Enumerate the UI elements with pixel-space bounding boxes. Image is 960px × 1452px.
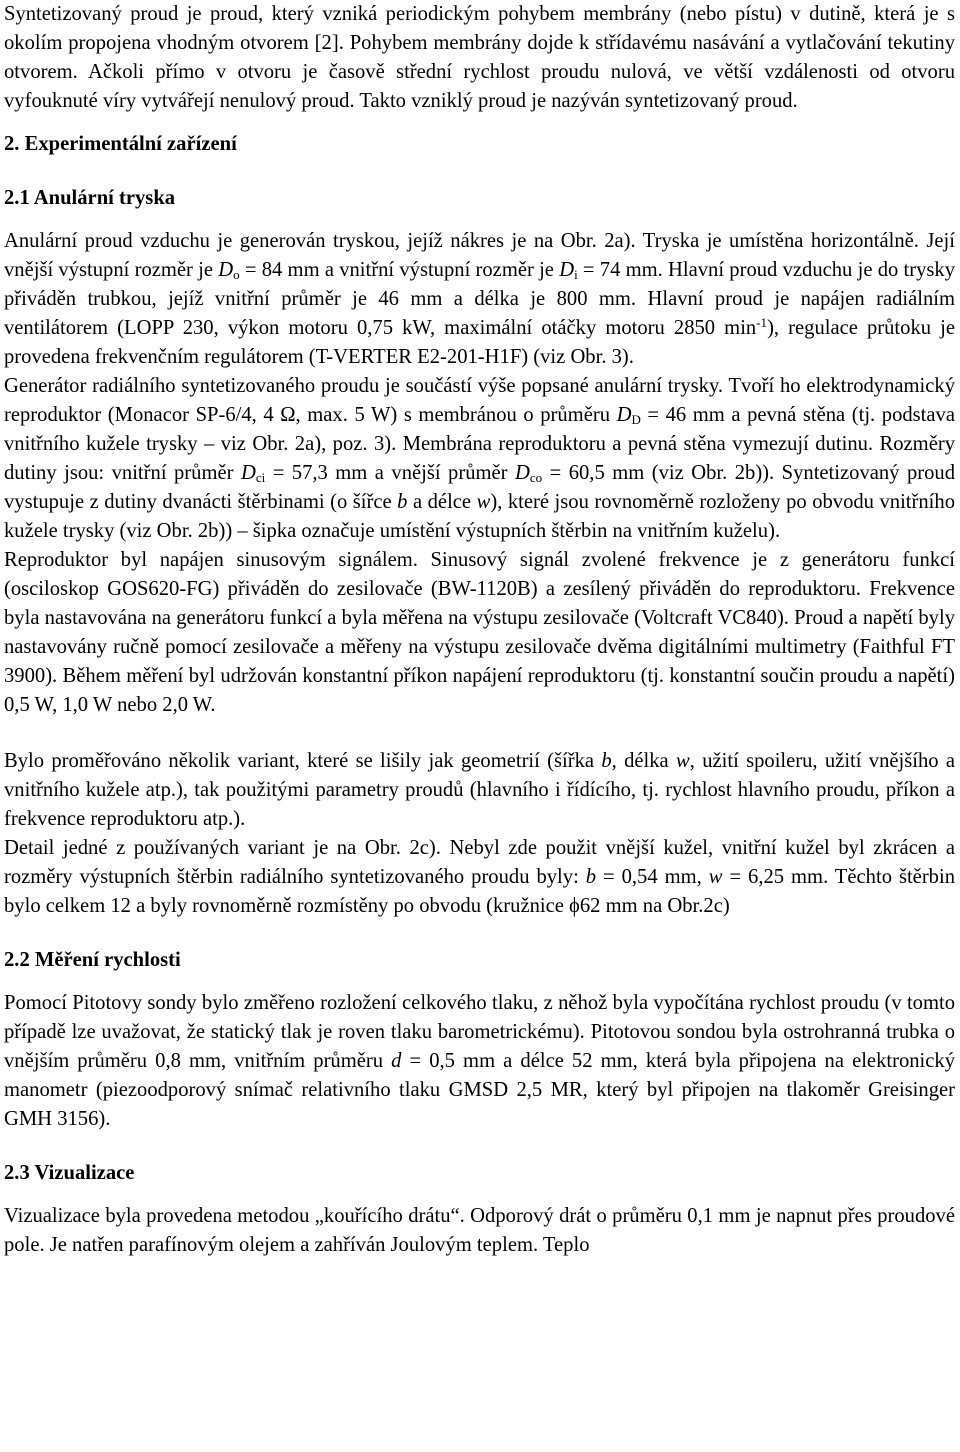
- section-heading-2-3: 2.3 Vizualizace: [4, 1162, 135, 1184]
- spacer: [4, 1134, 955, 1159]
- paragraph-detail: Detail jedné z používaných variant je na Obr. 2c). Nebyl zde použit vnější kužel, vnitřní kužel byl zkrácen a rozměry výstupních štěrbin radiálního syntetizovaného proudu byly: b = 0,54 mm, w = 6,25 mm. Těchto štěrbin bylo celkem 12 a byly rovnoměrně rozmístěny po obvodu (kružnice ϕ62 mm na Obr.2c): [4, 837, 955, 917]
- document-page: [4, 0, 955, 1260]
- paragraph-velocity-measurement: Pomocí Pitotovy sondy bylo změřeno rozložení celkového tlaku, z něhož byla vypočítána rychlost proudu (v tomto případě lze uvažovat, že statický tlak je roven tlaku barometrickému). Pitotovou sondou byla ostrohranná trubka o vnějším průměru 0,8 mm, vnitřním průměru d = 0,5 mm a délce 52 mm, která byla připojena na elektronický manometr (piezoodporový snímač relativního tlaku GMSD 2,5 MR, který byl připojen na tlakoměr Greisinger GMH 3156).: [4, 992, 955, 1130]
- spacer: [4, 921, 955, 946]
- section-heading-2-1: 2.1 Anulární tryska: [4, 187, 176, 209]
- paragraph-variants: Bylo proměřováno několik variant, které se lišily jak geometrií (šířka b, délka w, užití spoileru, užití vnějšího a vnitřního kužele atp.), tak použitými parametry proudů (hlavního i řídícího, tj. rychlost hlavního proudu, příkon a frekvence reproduktoru atp.).: [4, 750, 955, 830]
- spacer: [4, 1188, 955, 1202]
- paragraph-annular-nozzle: Anulární proud vzduchu je generován tryskou, jejíž nákres je na Obr. 2a). Tryska je umístěna horizontálně. Její vnější výstupní rozměr je $D_o = 84$ mm a vnitřní výstupní rozměr je $D_i = 74$ mm. Hlavní proud vzduchu je do trysky přiváděn trubkou, jejíž vnitřní průměr je 46 mm a délka je 800 mm. Hlavní proud je napájen radiálním ventilátorem (LOPP 230, výkon motoru 0,75 kW, maximální otáčky motoru 2850 $\min^{-1}$), regulace průtoku je provedena frekvenčním regulátorem (T-VERTER E2-201-H1F) (viz Obr. 3).: [4, 230, 956, 368]
- spacer: [4, 213, 955, 227]
- paragraph-generator: Generátor radiálního syntetizovaného proudu je součástí výše popsané anulární trysky. Tvoří ho elektrodynamický reproduktor (Monacor SP-6/4, 4 Ω, max. 5 W) s membránou o průměru $D_D = 46$ mm a pevná stěna (tj. podstava vnitřního kužele trysky – viz Obr. 2a), poz. 3). Membrána reproduktoru a pevná stěna vymezují dutinu. Rozměry dutiny jsou: vnitřní průměr $D_{ci} = 57,3$ mm a vnější průměr $D_{co} = 60,5$ mm (viz Obr. 2b)). Syntetizovaný proud vystupuje z dutiny dvanácti štěrbinami (o šířce b a délce w), které jsou rovnoměrně rozloženy po obvodu vnitřního kužele trysky (viz Obr. 2b)) – šipka označuje umístění výstupních štěrbin na vnitřním kuželu).: [4, 375, 956, 542]
- section-heading-2-2: 2.2 Měření rychlosti: [4, 949, 181, 971]
- spacer: [4, 159, 955, 184]
- spacer: [4, 975, 955, 989]
- paragraph-loudspeaker: Reproduktor byl napájen sinusovým signálem. Sinusový signál zvolené frekvence je z generátoru funkcí (osciloskop GOS620-FG) přiváděn do zesilovače (BW-1120B) a zesílený přiváděn do reproduktoru. Frekvence byla nastavována na generátoru funkcí a byla měřena na výstupu zesilovače (Voltcraft VC840). Proud a napětí byly nastavovány ručně pomocí zesilovače a měřeny na výstupu zesilovače dvěma digitálními multimetry (Faithful FT 3900). Během měření byl udržován konstantní příkon napájení reproduktoru (tj. konstantní součin proudu a napětí) 0,5 W, 1,0 W nebo 2,0 W.: [4, 549, 955, 716]
- spacer: [4, 116, 955, 130]
- spacer: [4, 720, 955, 747]
- intro-paragraph: Syntetizovaný proud je proud, který vzniká periodickým pohybem membrány (nebo pístu) v dutině, která je s okolím propojena vhodným otvorem [2]. Pohybem membrány dojde k střídavému nasávání a vytlačování tekutiny otvorem. Ačkoli přímo v otvoru je časově střední rychlost proudu nulová, ve větší vzdálenosti od otvoru vyfouknuté víry vytvářejí nenulový proud. Takto vzniklý proud je nazýván syntetizovaný proud.: [4, 3, 955, 112]
- phi-symbol: ϕ: [569, 895, 580, 917]
- paragraph-visualization: Vizualizace byla provedena metodou „kouřícího drátu“. Odporový drát o průměru 0,1 mm je napnut přes proudové pole. Je natřen parafínovým olejem a zahříván Joulovým teplem. Teplo: [4, 1205, 955, 1256]
- section-heading-2: 2. Experimentální zařízení: [4, 133, 237, 155]
